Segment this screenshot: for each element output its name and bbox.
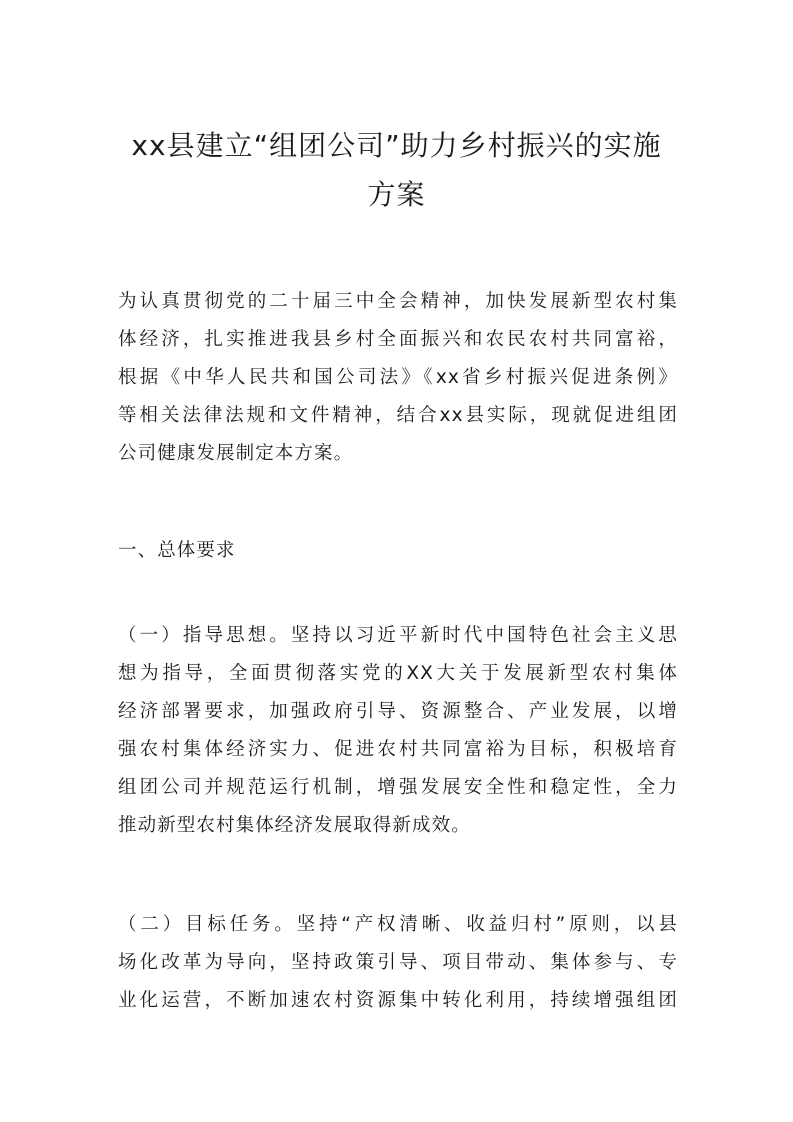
paragraph-line: 想为指导，全面贯彻落实党的XX大关于发展新型农村集体 — [118, 663, 678, 684]
paragraph-line: （一）指导思想。坚持以习近平新时代中国特色社会主义思 — [118, 625, 678, 646]
intro-line: 为认真贯彻党的二十届三中全会精神，加快发展新型农村集 — [118, 291, 678, 312]
document-title-line1: xx县建立“组团公司”助力乡村振兴的实施 — [131, 129, 662, 162]
paragraph-line: 业化运营，不断加速农村资源集中转化利用，持续增强组团 — [118, 990, 678, 1011]
target-tasks-paragraph — [118, 906, 678, 1020]
intro-line: 体经济，扎实推进我县乡村全面振兴和农民农村共同富裕， — [118, 329, 678, 350]
paragraph-line: 推动新型农村集体经济发展取得新成效。 — [118, 815, 471, 836]
intro-line: 根据《中华人民共和国公司法》《xx省乡村振兴促进条例》 — [118, 367, 678, 388]
intro-line: 公司健康发展制定本方案。 — [118, 443, 354, 464]
intro-paragraph — [118, 283, 678, 473]
section1-heading: 一、总体要求 — [118, 540, 236, 561]
section1-heading-block — [118, 532, 678, 570]
paragraph-line: 强农村集体经济实力、促进农村共同富裕为目标，积极培育 — [118, 739, 678, 760]
paragraph-line: （二）目标任务。坚持“产权清晰、收益归村”原则，以县 — [118, 914, 678, 935]
document-title-line2: 方案 — [367, 178, 426, 211]
paragraph-line: 场化改革为导向，坚持政策引导、项目带动、集体参与、专 — [118, 952, 678, 973]
paragraph-line: 经济部署要求，加强政府引导、资源整合、产业发展，以增 — [118, 701, 678, 722]
paragraph-line: 组团公司并规范运行机制，增强发展安全性和稳定性，全力 — [118, 777, 678, 798]
guiding-ideology-paragraph — [118, 617, 678, 845]
intro-line: 等相关法律法规和文件精神，结合xx县实际，现就促进组团 — [118, 405, 678, 426]
